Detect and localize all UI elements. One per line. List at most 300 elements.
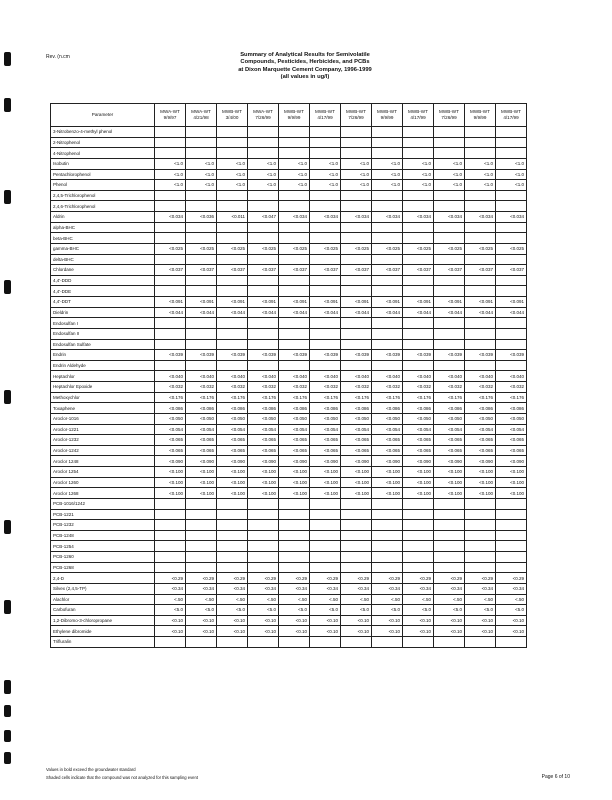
- table-row: [51, 265, 527, 276]
- value-cell: <1.0: [434, 169, 465, 180]
- binder-hole: [4, 705, 11, 717]
- value-cell: [155, 562, 186, 573]
- parameter-cell: Carbofuran: [51, 605, 155, 616]
- value-cell: [310, 233, 341, 244]
- value-cell: <0.10: [217, 626, 248, 637]
- value-cell: <0.054: [496, 424, 527, 435]
- value-cell: [403, 190, 434, 201]
- value-cell: <1.0: [310, 158, 341, 169]
- value-cell: [217, 541, 248, 552]
- value-cell: <.50: [310, 594, 341, 605]
- value-cell: [279, 552, 310, 563]
- value-cell: <0.091: [155, 297, 186, 308]
- value-cell: [248, 127, 279, 138]
- value-cell: [155, 541, 186, 552]
- value-cell: <0.29: [341, 573, 372, 584]
- value-cell: <0.100: [248, 477, 279, 488]
- value-cell: <0.034: [403, 212, 434, 223]
- value-cell: <0.090: [341, 456, 372, 467]
- value-cell: [217, 520, 248, 531]
- value-cell: [217, 509, 248, 520]
- value-cell: <0.065: [310, 435, 341, 446]
- value-cell: <0.044: [372, 307, 403, 318]
- value-cell: <0.039: [217, 350, 248, 361]
- value-cell: [279, 318, 310, 329]
- value-cell: <0.34: [217, 583, 248, 594]
- value-cell: <0.044: [434, 307, 465, 318]
- value-cell: <0.100: [310, 488, 341, 499]
- value-cell: [434, 530, 465, 541]
- value-cell: [496, 148, 527, 159]
- value-cell: [465, 190, 496, 201]
- table-row: [51, 328, 527, 339]
- column-well: MWA-WT: [191, 109, 211, 115]
- parameter-cell: Isobutin: [51, 158, 155, 169]
- value-cell: [248, 233, 279, 244]
- value-cell: [186, 318, 217, 329]
- value-cell: [465, 137, 496, 148]
- title-line: Summary of Analytical Results for Semivolatile: [240, 52, 370, 58]
- value-cell: <0.065: [186, 435, 217, 446]
- value-cell: <1.0: [217, 169, 248, 180]
- value-cell: [341, 520, 372, 531]
- value-cell: [434, 562, 465, 573]
- value-cell: <0.34: [341, 583, 372, 594]
- table-row: [51, 148, 527, 159]
- value-cell: [403, 318, 434, 329]
- param-header: Parameter: [51, 104, 155, 127]
- column-well: MWB-WT: [346, 109, 366, 115]
- value-cell: <0.100: [341, 477, 372, 488]
- value-cell: <0.037: [186, 265, 217, 276]
- value-cell: [217, 562, 248, 573]
- value-cell: <0.29: [465, 573, 496, 584]
- value-cell: <5.0: [248, 605, 279, 616]
- value-cell: [465, 286, 496, 297]
- value-cell: [403, 360, 434, 371]
- parameter-cell: Aldrin: [51, 212, 155, 223]
- table-row: [51, 286, 527, 297]
- value-cell: [341, 254, 372, 265]
- binder-hole: [4, 52, 11, 66]
- table-row: [51, 552, 527, 563]
- value-cell: [248, 520, 279, 531]
- value-cell: <1.0: [403, 158, 434, 169]
- value-cell: [217, 148, 248, 159]
- value-cell: <0.090: [403, 456, 434, 467]
- column-header: [341, 104, 372, 127]
- value-cell: [372, 318, 403, 329]
- value-cell: [372, 552, 403, 563]
- value-cell: <0.100: [496, 488, 527, 499]
- value-cell: <0.054: [372, 424, 403, 435]
- value-cell: <0.037: [403, 265, 434, 276]
- parameter-cell: Dieldrin: [51, 307, 155, 318]
- value-cell: <0.100: [186, 477, 217, 488]
- column-date: 3/4/00: [225, 115, 239, 120]
- parameter-cell: delta-BHC: [51, 254, 155, 265]
- value-cell: [341, 637, 372, 648]
- value-cell: [403, 637, 434, 648]
- value-cell: [403, 286, 434, 297]
- table-row: [51, 339, 527, 350]
- table-row: [51, 392, 527, 403]
- parameter-cell: gamma-BHC: [51, 243, 155, 254]
- binder-hole: [4, 280, 11, 294]
- corner-label: Rev. (n.cm: [46, 54, 70, 60]
- value-cell: <.50: [279, 594, 310, 605]
- value-cell: <0.086: [496, 403, 527, 414]
- value-cell: [434, 127, 465, 138]
- value-cell: <1.0: [248, 158, 279, 169]
- value-cell: <0.050: [186, 413, 217, 424]
- value-cell: <0.090: [465, 456, 496, 467]
- value-cell: [403, 148, 434, 159]
- value-cell: [217, 328, 248, 339]
- value-cell: [372, 530, 403, 541]
- value-cell: [465, 360, 496, 371]
- value-cell: <0.037: [155, 265, 186, 276]
- table-row: [51, 445, 527, 456]
- binder-hole: [4, 730, 11, 742]
- value-cell: [403, 530, 434, 541]
- binder-hole: [4, 98, 11, 112]
- value-cell: <5.0: [341, 605, 372, 616]
- table-row: [51, 360, 527, 371]
- value-cell: <0.050: [465, 413, 496, 424]
- value-cell: [186, 127, 217, 138]
- value-cell: <0.034: [310, 212, 341, 223]
- value-cell: [496, 637, 527, 648]
- value-cell: [310, 637, 341, 648]
- value-cell: <0.176: [279, 392, 310, 403]
- value-cell: <0.025: [217, 243, 248, 254]
- value-cell: <0.090: [372, 456, 403, 467]
- value-cell: [279, 201, 310, 212]
- value-cell: <0.034: [279, 212, 310, 223]
- value-cell: <5.0: [310, 605, 341, 616]
- value-cell: <0.034: [465, 212, 496, 223]
- value-cell: <5.0: [186, 605, 217, 616]
- binder-hole: [4, 390, 11, 404]
- value-cell: <0.034: [155, 212, 186, 223]
- value-cell: <0.050: [341, 413, 372, 424]
- value-cell: <1.0: [372, 180, 403, 191]
- value-cell: <0.044: [248, 307, 279, 318]
- value-cell: <1.0: [155, 158, 186, 169]
- column-header: [155, 104, 186, 127]
- value-cell: <0.100: [341, 488, 372, 499]
- parameter-cell: Aroclor-1242: [51, 445, 155, 456]
- value-cell: [186, 339, 217, 350]
- table-row: [51, 520, 527, 531]
- table-row: [51, 583, 527, 594]
- value-cell: <0.044: [465, 307, 496, 318]
- value-cell: <0.040: [186, 371, 217, 382]
- value-cell: [465, 562, 496, 573]
- value-cell: [403, 233, 434, 244]
- value-cell: [155, 552, 186, 563]
- value-cell: [217, 190, 248, 201]
- value-cell: <0.34: [434, 583, 465, 594]
- value-cell: <0.10: [248, 615, 279, 626]
- value-cell: [217, 498, 248, 509]
- value-cell: <0.176: [341, 392, 372, 403]
- value-cell: <.50: [496, 594, 527, 605]
- value-cell: [217, 127, 248, 138]
- value-cell: [434, 137, 465, 148]
- value-cell: <0.086: [465, 403, 496, 414]
- value-cell: <0.040: [434, 371, 465, 382]
- table-row: [51, 158, 527, 169]
- value-cell: <0.065: [186, 445, 217, 456]
- value-cell: <1.0: [279, 180, 310, 191]
- value-cell: <0.040: [403, 371, 434, 382]
- value-cell: <0.039: [434, 350, 465, 361]
- value-cell: [279, 339, 310, 350]
- value-cell: [217, 201, 248, 212]
- value-cell: [341, 233, 372, 244]
- value-cell: [310, 562, 341, 573]
- value-cell: [496, 498, 527, 509]
- value-cell: [186, 222, 217, 233]
- value-cell: [186, 509, 217, 520]
- value-cell: <.50: [155, 594, 186, 605]
- value-cell: [372, 520, 403, 531]
- value-cell: <0.100: [434, 467, 465, 478]
- value-cell: [341, 201, 372, 212]
- value-cell: <0.065: [248, 435, 279, 446]
- value-cell: [279, 328, 310, 339]
- value-cell: [403, 254, 434, 265]
- value-cell: <0.050: [155, 413, 186, 424]
- value-cell: <0.039: [279, 350, 310, 361]
- parameter-cell: 4,4'-DDT: [51, 297, 155, 308]
- value-cell: <0.34: [496, 583, 527, 594]
- value-cell: <0.090: [279, 456, 310, 467]
- value-cell: [279, 286, 310, 297]
- value-cell: [279, 275, 310, 286]
- value-cell: [341, 148, 372, 159]
- value-cell: <5.0: [372, 605, 403, 616]
- value-cell: <0.025: [155, 243, 186, 254]
- parameter-cell: Alachlor: [51, 594, 155, 605]
- table-row: [51, 297, 527, 308]
- value-cell: <0.037: [310, 265, 341, 276]
- value-cell: [279, 530, 310, 541]
- value-cell: <1.0: [186, 158, 217, 169]
- value-cell: <0.065: [372, 435, 403, 446]
- value-cell: <1.0: [403, 169, 434, 180]
- table-row: [51, 424, 527, 435]
- value-cell: [372, 190, 403, 201]
- value-cell: [372, 222, 403, 233]
- value-cell: [496, 360, 527, 371]
- value-cell: <1.0: [434, 180, 465, 191]
- value-cell: <0.034: [341, 212, 372, 223]
- column-date: 7/26/99: [348, 115, 364, 120]
- value-cell: <0.34: [465, 583, 496, 594]
- value-cell: <1.0: [372, 169, 403, 180]
- value-cell: <0.090: [217, 456, 248, 467]
- value-cell: <0.29: [403, 573, 434, 584]
- value-cell: <0.025: [186, 243, 217, 254]
- value-cell: [434, 148, 465, 159]
- value-cell: [434, 509, 465, 520]
- value-cell: [434, 233, 465, 244]
- value-cell: [217, 530, 248, 541]
- value-cell: <0.032: [341, 382, 372, 393]
- value-cell: [434, 360, 465, 371]
- value-cell: [155, 520, 186, 531]
- column-well: MWB-WT: [222, 109, 242, 115]
- value-cell: [465, 275, 496, 286]
- value-cell: [248, 328, 279, 339]
- value-cell: [310, 498, 341, 509]
- column-header: [217, 104, 248, 127]
- value-cell: <0.090: [434, 456, 465, 467]
- parameter-cell: PCB-1016/1242: [51, 498, 155, 509]
- value-cell: <1.0: [186, 169, 217, 180]
- value-cell: <0.100: [403, 467, 434, 478]
- value-cell: [155, 233, 186, 244]
- value-cell: <1.0: [217, 180, 248, 191]
- value-cell: [186, 541, 217, 552]
- column-date: 9/9/99: [287, 115, 301, 120]
- value-cell: <0.100: [341, 467, 372, 478]
- value-cell: [341, 339, 372, 350]
- value-cell: [279, 562, 310, 573]
- value-cell: [403, 339, 434, 350]
- value-cell: <0.054: [155, 424, 186, 435]
- value-cell: <0.050: [279, 413, 310, 424]
- value-cell: [248, 530, 279, 541]
- value-cell: <0.054: [217, 424, 248, 435]
- value-cell: <0.34: [279, 583, 310, 594]
- value-cell: <0.044: [155, 307, 186, 318]
- table-row: [51, 403, 527, 414]
- value-cell: [279, 520, 310, 531]
- table-row: [51, 212, 527, 223]
- binder-hole: [4, 752, 11, 764]
- value-cell: <0.090: [186, 456, 217, 467]
- value-cell: <0.050: [372, 413, 403, 424]
- value-cell: <1.0: [496, 180, 527, 191]
- table-row: [51, 127, 527, 138]
- value-cell: [155, 137, 186, 148]
- value-cell: <0.025: [496, 243, 527, 254]
- value-cell: [434, 637, 465, 648]
- value-cell: <0.100: [217, 467, 248, 478]
- table-row: [51, 233, 527, 244]
- value-cell: [465, 509, 496, 520]
- value-cell: [434, 318, 465, 329]
- value-cell: [434, 254, 465, 265]
- value-cell: [217, 637, 248, 648]
- value-cell: <0.039: [248, 350, 279, 361]
- parameter-cell: PCB-1248: [51, 530, 155, 541]
- value-cell: [310, 222, 341, 233]
- value-cell: <0.091: [217, 297, 248, 308]
- value-cell: [434, 286, 465, 297]
- value-cell: [279, 127, 310, 138]
- value-cell: <0.054: [186, 424, 217, 435]
- value-cell: [372, 137, 403, 148]
- table-row: [51, 350, 527, 361]
- value-cell: [403, 127, 434, 138]
- value-cell: <0.054: [341, 424, 372, 435]
- value-cell: <0.037: [434, 265, 465, 276]
- value-cell: <1.0: [248, 169, 279, 180]
- value-cell: [403, 328, 434, 339]
- value-cell: [248, 339, 279, 350]
- column-well: MWB-WT: [501, 109, 521, 115]
- value-cell: <0.025: [310, 243, 341, 254]
- table-row: [51, 637, 527, 648]
- parameter-cell: PCB-1232: [51, 520, 155, 531]
- parameter-cell: 4,4'-DDD: [51, 275, 155, 286]
- value-cell: <0.176: [496, 392, 527, 403]
- value-cell: <.50: [217, 594, 248, 605]
- value-cell: [248, 360, 279, 371]
- value-cell: <0.176: [434, 392, 465, 403]
- value-cell: <0.10: [155, 626, 186, 637]
- value-cell: <0.054: [403, 424, 434, 435]
- footnote-shaded: Shaded cells indicate that the compound was not analyzed for this sampling event: [46, 775, 199, 780]
- value-cell: [186, 530, 217, 541]
- value-cell: <0.091: [434, 297, 465, 308]
- value-cell: [217, 275, 248, 286]
- value-cell: [310, 318, 341, 329]
- value-cell: <0.10: [155, 615, 186, 626]
- value-cell: <0.065: [279, 435, 310, 446]
- value-cell: [186, 520, 217, 531]
- value-cell: [279, 233, 310, 244]
- value-cell: <0.29: [248, 573, 279, 584]
- value-cell: <0.032: [403, 382, 434, 393]
- value-cell: <0.039: [465, 350, 496, 361]
- value-cell: [155, 328, 186, 339]
- parameter-cell: 2-Nitrophenol: [51, 137, 155, 148]
- value-cell: <0.044: [496, 307, 527, 318]
- value-cell: [155, 509, 186, 520]
- value-cell: [465, 222, 496, 233]
- value-cell: <0.086: [341, 403, 372, 414]
- value-cell: <0.10: [310, 626, 341, 637]
- value-cell: <0.100: [217, 477, 248, 488]
- value-cell: [341, 552, 372, 563]
- value-cell: <1.0: [434, 158, 465, 169]
- value-cell: <0.065: [341, 445, 372, 456]
- value-cell: [434, 275, 465, 286]
- value-cell: <0.090: [496, 456, 527, 467]
- value-cell: [155, 190, 186, 201]
- value-cell: <0.100: [155, 477, 186, 488]
- value-cell: [403, 541, 434, 552]
- value-cell: [465, 498, 496, 509]
- value-cell: <0.090: [310, 456, 341, 467]
- value-cell: <5.0: [155, 605, 186, 616]
- value-cell: <0.065: [217, 445, 248, 456]
- value-cell: [155, 637, 186, 648]
- value-cell: [341, 137, 372, 148]
- value-cell: <0.086: [434, 403, 465, 414]
- column-header: [310, 104, 341, 127]
- value-cell: <0.086: [372, 403, 403, 414]
- value-cell: [341, 541, 372, 552]
- value-cell: [496, 328, 527, 339]
- value-cell: [465, 541, 496, 552]
